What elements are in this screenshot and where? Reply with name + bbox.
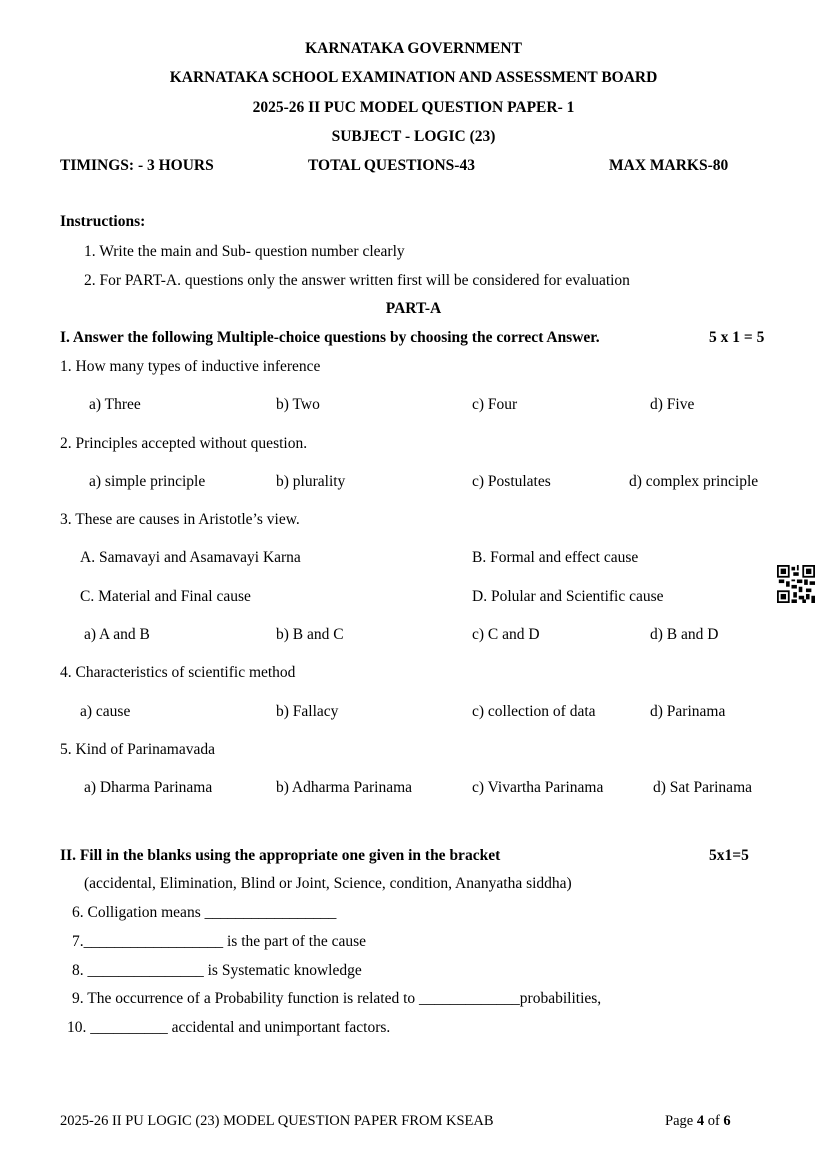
header-government: KARNATAKA GOVERNMENT (305, 40, 522, 57)
question-1: 1. How many types of inductive inference (60, 358, 321, 375)
instruction-item: 2. For PART-A. questions only the answer written first will be considered for evaluation (84, 272, 630, 289)
statement-c: C. Material and Final cause (80, 588, 251, 605)
section-1-heading: I. Answer the following Multiple-choice questions by choosing the correct Answer. (60, 329, 600, 346)
statement-a: A. Samavayi and Asamavayi Karna (80, 549, 301, 566)
page-number (665, 1113, 731, 1130)
option-d: d) Parinama (650, 703, 726, 720)
fill-blank-options: (accidental, Elimination, Blind or Joint, Science, condition, Ananyatha siddha) (84, 875, 572, 892)
section-1-marks: 5 x 1 = 5 (709, 329, 765, 346)
page-total: 6 (723, 1113, 731, 1129)
option-d: d) Five (650, 396, 695, 413)
timings: TIMINGS: - 3 HOURS (60, 157, 214, 174)
option-c: c) C and D (472, 626, 540, 643)
option-c: c) Postulates (472, 473, 551, 490)
question-4: 4. Characteristics of scientific method (60, 664, 296, 681)
question-6: 6. Colligation means _________________ (72, 904, 337, 921)
question-2: 2. Principles accepted without question. (60, 435, 308, 452)
header-paper-title: 2025-26 II PUC MODEL QUESTION PAPER- 1 (252, 99, 575, 116)
option-d: d) B and D (650, 626, 719, 643)
page-label: Page (665, 1113, 694, 1129)
option-c: c) collection of data (472, 703, 596, 720)
option-a: a) A and B (84, 626, 150, 643)
option-d: d) complex principle (629, 473, 759, 490)
question-7: 7.__________________ is the part of the cause (72, 933, 367, 950)
page-current: 4 (696, 1113, 705, 1129)
option-b: b) Two (276, 396, 320, 413)
option-c: c) Four (472, 396, 518, 413)
instructions-title: Instructions: (60, 213, 146, 230)
total-questions: TOTAL QUESTIONS-43 (308, 157, 475, 174)
option-b: b) plurality (276, 473, 346, 490)
max-marks: MAX MARKS-80 (609, 157, 729, 174)
footer-title: 2025-26 II PU LOGIC (23) MODEL QUESTION PAPER FROM KSEAB (60, 1113, 494, 1129)
section-2-heading: II. Fill in the blanks using the appropriate one given in the bracket (60, 847, 501, 864)
option-a: a) Three (89, 396, 141, 413)
instruction-item: 1. Write the main and Sub- question number clearly (84, 243, 405, 260)
header-subject: SUBJECT - LOGIC (23) (331, 128, 496, 145)
question-3: 3. These are causes in Aristotle’s view. (60, 511, 300, 528)
option-b: b) B and C (276, 626, 344, 643)
option-d: d) Sat Parinama (653, 779, 753, 796)
option-b: b) Fallacy (276, 703, 339, 720)
question-10: 10. __________ accidental and unimportant factors. (67, 1019, 391, 1036)
statement-d: D. Polular and Scientific cause (472, 588, 664, 605)
question-8: 8. _______________ is Systematic knowledge (72, 962, 362, 979)
option-a: a) simple principle (89, 473, 206, 490)
statement-b: B. Formal and effect cause (472, 549, 639, 566)
header-board: KARNATAKA SCHOOL EXAMINATION AND ASSESSMENT BOARD (169, 69, 658, 86)
option-b: b) Adharma Parinama (276, 779, 413, 796)
question-5: 5. Kind of Parinamavada (60, 741, 215, 758)
qr-code-icon (777, 565, 815, 603)
part-a-title: PART-A (385, 300, 442, 317)
section-2-marks: 5x1=5 (709, 847, 749, 864)
option-a: a) cause (80, 703, 131, 720)
option-c: c) Vivartha Parinama (472, 779, 604, 796)
option-a: a) Dharma Parinama (84, 779, 213, 796)
question-9: 9. The occurrence of a Probability function is related to _____________probabilities, (72, 990, 602, 1007)
page-of: of (707, 1113, 720, 1129)
